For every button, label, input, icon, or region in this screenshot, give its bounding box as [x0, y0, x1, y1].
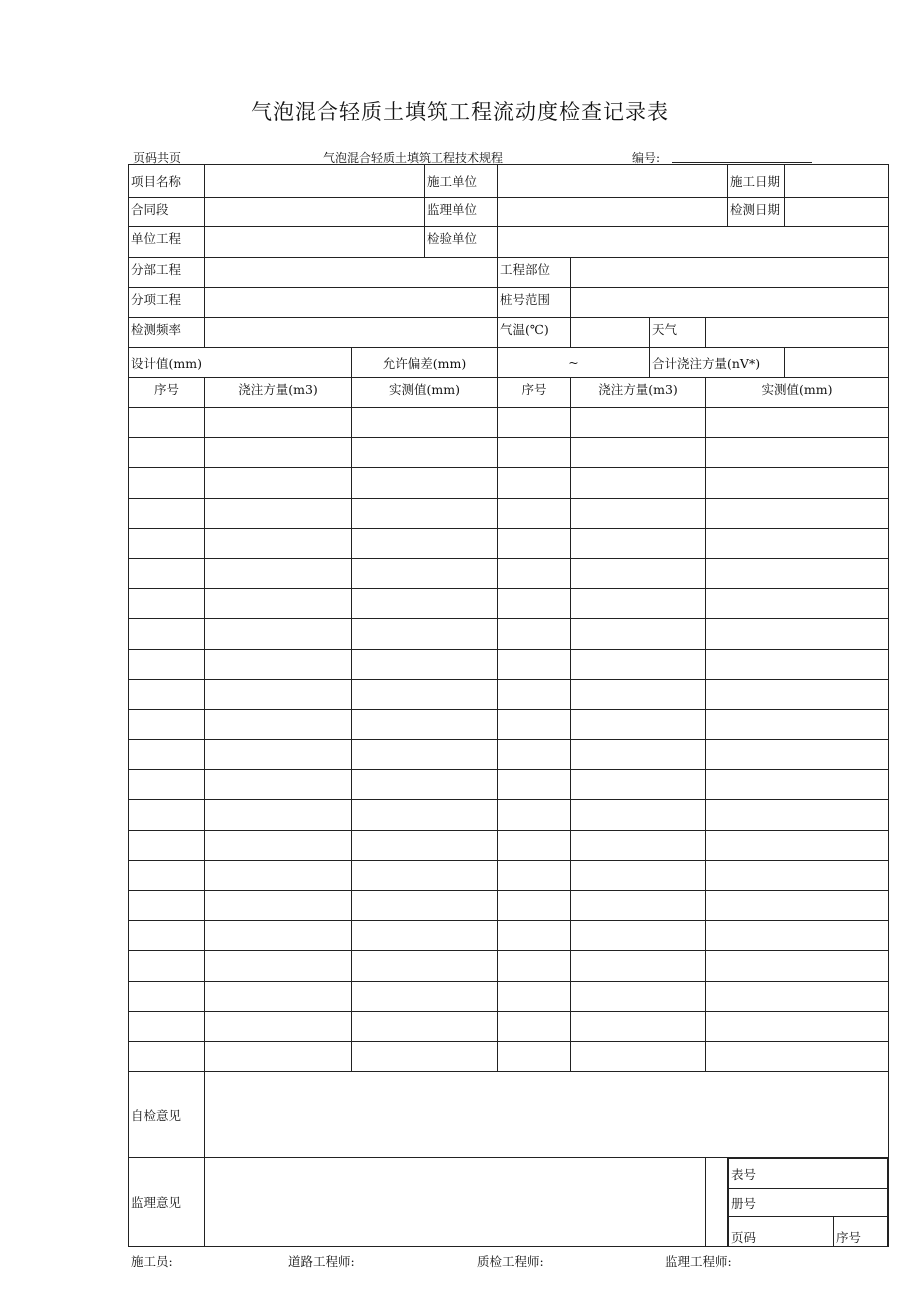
measured-cell[interactable] [352, 558, 498, 588]
measured-cell[interactable] [706, 830, 889, 860]
seq-cell[interactable] [498, 951, 571, 981]
seq-cell[interactable] [498, 558, 571, 588]
construction-date-field[interactable] [785, 165, 889, 198]
measured-cell[interactable] [706, 498, 889, 528]
seq-cell[interactable] [129, 709, 205, 739]
total-volume-label: 合计浇注方量(nV*) [650, 348, 785, 378]
volume-cell[interactable] [571, 951, 706, 981]
volume-cell[interactable] [571, 438, 706, 468]
measured-cell[interactable] [352, 860, 498, 890]
volume-cell[interactable] [205, 408, 352, 438]
unit-project-field[interactable] [205, 227, 425, 258]
volume-cell[interactable] [205, 770, 352, 800]
contract-section-field[interactable] [205, 198, 425, 227]
volume-cell[interactable] [571, 1011, 706, 1041]
volume-cell[interactable] [205, 589, 352, 619]
table-row [129, 438, 889, 468]
measured-cell[interactable] [706, 558, 889, 588]
measured-cell[interactable] [352, 770, 498, 800]
measured-cell[interactable] [352, 740, 498, 770]
weather-field[interactable] [706, 318, 889, 348]
seq-cell[interactable] [129, 770, 205, 800]
volume-cell[interactable] [571, 891, 706, 921]
measured-cell[interactable] [352, 951, 498, 981]
measured-header-right: 实测值(mm) [706, 378, 889, 408]
seq-cell[interactable] [498, 498, 571, 528]
measured-cell[interactable] [352, 1041, 498, 1071]
table-row [129, 408, 889, 438]
volume-cell[interactable] [571, 498, 706, 528]
allowed-deviation-label: 允许偏差(mm) [352, 348, 498, 378]
seq-cell[interactable] [129, 891, 205, 921]
supervision-unit-label: 监理单位 [425, 198, 498, 227]
measured-cell[interactable] [706, 619, 889, 649]
project-part-field[interactable] [571, 258, 889, 288]
seq-cell[interactable] [129, 619, 205, 649]
inspection-date-label: 检测日期 [728, 198, 785, 227]
measured-cell[interactable] [352, 800, 498, 830]
supervision-opinion-label: 监理意见 [129, 1158, 205, 1247]
seq-cell[interactable] [498, 679, 571, 709]
seq-cell[interactable] [498, 981, 571, 1011]
table-row [129, 921, 889, 951]
contract-section-label: 合同段 [129, 198, 205, 227]
measured-cell[interactable] [706, 891, 889, 921]
constructor-sign: 施工员: [131, 1254, 173, 1269]
seq-cell[interactable] [129, 649, 205, 679]
project-name-field[interactable] [205, 165, 425, 198]
volume-cell[interactable] [205, 679, 352, 709]
volume-cell[interactable] [205, 1041, 352, 1071]
supervision-unit-field[interactable] [498, 198, 728, 227]
volume-cell[interactable] [571, 468, 706, 498]
measured-cell[interactable] [352, 468, 498, 498]
seq-cell[interactable] [498, 740, 571, 770]
seq-cell[interactable] [129, 438, 205, 468]
construction-unit-field[interactable] [498, 165, 728, 198]
table-row [129, 498, 889, 528]
station-range-field[interactable] [571, 288, 889, 318]
table-row [129, 1011, 889, 1041]
self-check-field[interactable] [205, 1072, 889, 1158]
table-row [129, 951, 889, 981]
volume-cell[interactable] [205, 800, 352, 830]
volume-cell[interactable] [571, 1041, 706, 1071]
supervising-engineer-sign: 监理工程师: [665, 1254, 732, 1269]
volume-cell[interactable] [205, 860, 352, 890]
measured-header-left: 实测值(mm) [352, 378, 498, 408]
volume-cell[interactable] [571, 860, 706, 890]
volume-cell[interactable] [205, 649, 352, 679]
seq-cell[interactable] [129, 830, 205, 860]
measured-cell[interactable] [706, 408, 889, 438]
measured-cell[interactable] [706, 679, 889, 709]
table-row [129, 619, 889, 649]
inspection-form [128, 164, 889, 1247]
volume-cell[interactable] [571, 408, 706, 438]
seq-cell[interactable] [129, 468, 205, 498]
volume-cell[interactable] [205, 740, 352, 770]
code-label: 编号: [632, 151, 661, 165]
volume-cell[interactable] [205, 981, 352, 1011]
table-row [129, 740, 889, 770]
testing-unit-field[interactable] [498, 227, 889, 258]
project-part-label: 工程部位 [498, 258, 571, 288]
seq-no-label: 序号 [834, 1217, 888, 1246]
measured-cell[interactable] [706, 981, 889, 1011]
volume-cell[interactable] [571, 619, 706, 649]
measured-cell[interactable] [706, 740, 889, 770]
design-value-label: 设计值(mm) [129, 348, 352, 378]
seq-cell[interactable] [498, 921, 571, 951]
seq-cell[interactable] [498, 1041, 571, 1071]
seq-cell[interactable] [498, 1011, 571, 1041]
measured-cell[interactable] [706, 589, 889, 619]
seq-cell[interactable] [498, 709, 571, 739]
table-row [129, 860, 889, 890]
seq-cell[interactable] [129, 558, 205, 588]
seq-cell[interactable] [129, 679, 205, 709]
seq-cell[interactable] [129, 528, 205, 558]
inspection-date-field[interactable] [785, 198, 889, 227]
opinion-spacer [706, 1158, 728, 1247]
measured-cell[interactable] [352, 679, 498, 709]
seq-cell[interactable] [498, 891, 571, 921]
table-row [129, 528, 889, 558]
table-row [129, 649, 889, 679]
table-row [129, 891, 889, 921]
volume-cell[interactable] [571, 740, 706, 770]
volume-cell[interactable] [205, 468, 352, 498]
seq-cell[interactable] [129, 1011, 205, 1041]
measured-cell[interactable] [706, 1011, 889, 1041]
weather-label: 天气 [650, 318, 706, 348]
volume-cell[interactable] [205, 951, 352, 981]
range-separator: ~ [568, 355, 579, 370]
division-project-field[interactable] [205, 258, 498, 288]
measured-cell[interactable] [352, 619, 498, 649]
measured-cell[interactable] [706, 468, 889, 498]
seq-cell[interactable] [498, 619, 571, 649]
supervision-opinion-field[interactable] [205, 1158, 706, 1247]
measured-cell[interactable] [706, 528, 889, 558]
seq-cell[interactable] [129, 408, 205, 438]
measured-cell[interactable] [706, 770, 889, 800]
page-info: 页码共页 [133, 151, 182, 165]
testing-unit-label: 检验单位 [425, 227, 498, 258]
table-row [129, 770, 889, 800]
measured-cell[interactable] [352, 830, 498, 860]
seq-cell[interactable] [129, 860, 205, 890]
measured-cell[interactable] [352, 408, 498, 438]
volume-cell[interactable] [571, 830, 706, 860]
table-row [129, 1041, 889, 1071]
volume-cell[interactable] [571, 981, 706, 1011]
table-row [129, 981, 889, 1011]
page-no-label: 页码 [729, 1217, 834, 1246]
unit-project-label: 单位工程 [129, 227, 205, 258]
measured-cell[interactable] [352, 589, 498, 619]
seq-cell[interactable] [129, 951, 205, 981]
measured-cell[interactable] [352, 891, 498, 921]
self-check-label: 自检意见 [129, 1072, 205, 1158]
project-name-label: 项目名称 [129, 165, 205, 198]
volume-no-label: 册号 [729, 1189, 888, 1217]
volume-cell[interactable] [205, 709, 352, 739]
station-range-label: 桩号范围 [498, 288, 571, 318]
road-engineer-sign: 道路工程师: [288, 1254, 355, 1269]
test-frequency-label: 检测频率 [129, 318, 205, 348]
volume-cell[interactable] [205, 830, 352, 860]
measured-cell[interactable] [352, 438, 498, 468]
seq-cell[interactable] [129, 921, 205, 951]
seq-cell[interactable] [498, 408, 571, 438]
division-project-label: 分部工程 [129, 258, 205, 288]
volume-cell[interactable] [205, 1011, 352, 1041]
volume-cell[interactable] [571, 589, 706, 619]
volume-cell[interactable] [205, 619, 352, 649]
subitem-project-field[interactable] [205, 288, 498, 318]
measured-cell[interactable] [706, 649, 889, 679]
seq-cell[interactable] [498, 589, 571, 619]
seq-cell[interactable] [129, 800, 205, 830]
volume-cell[interactable] [205, 498, 352, 528]
air-temp-field[interactable] [571, 318, 650, 348]
seq-cell[interactable] [498, 649, 571, 679]
volume-cell[interactable] [205, 558, 352, 588]
table-row [129, 800, 889, 830]
measured-cell[interactable] [352, 649, 498, 679]
measured-cell[interactable] [706, 951, 889, 981]
deviation-range-field[interactable] [498, 348, 650, 378]
seq-cell[interactable] [498, 860, 571, 890]
volume-cell[interactable] [571, 800, 706, 830]
seq-cell[interactable] [498, 528, 571, 558]
table-row [129, 558, 889, 588]
code-field[interactable] [672, 162, 812, 163]
seq-cell[interactable] [498, 468, 571, 498]
measured-cell[interactable] [352, 498, 498, 528]
measured-cell[interactable] [352, 528, 498, 558]
seq-cell[interactable] [129, 498, 205, 528]
measured-cell[interactable] [352, 1011, 498, 1041]
seq-cell[interactable] [498, 438, 571, 468]
volume-cell[interactable] [205, 891, 352, 921]
volume-cell[interactable] [205, 921, 352, 951]
test-frequency-field[interactable] [205, 318, 498, 348]
measured-cell[interactable] [706, 800, 889, 830]
seq-cell[interactable] [129, 981, 205, 1011]
volume-header-left: 浇注方量(m3) [205, 378, 352, 408]
subitem-project-label: 分项工程 [129, 288, 205, 318]
measured-cell[interactable] [352, 921, 498, 951]
measured-cell[interactable] [706, 438, 889, 468]
measured-cell[interactable] [706, 709, 889, 739]
table-row [129, 709, 889, 739]
air-temp-label: 气温(℃) [498, 318, 571, 348]
measured-cell[interactable] [706, 1041, 889, 1071]
table-row [129, 679, 889, 709]
seq-header-left: 序号 [129, 378, 205, 408]
volume-cell[interactable] [205, 528, 352, 558]
measured-cell[interactable] [706, 860, 889, 890]
seq-cell[interactable] [129, 589, 205, 619]
standard-name: 气泡混合轻质土填筑工程技术规程 [323, 151, 504, 165]
volume-cell[interactable] [571, 921, 706, 951]
construction-date-label: 施工日期 [728, 165, 785, 198]
seq-cell[interactable] [129, 740, 205, 770]
volume-cell[interactable] [571, 770, 706, 800]
seq-cell[interactable] [498, 830, 571, 860]
volume-cell[interactable] [571, 679, 706, 709]
page-title: 气泡混合轻质土填筑工程流动度检查记录表 [251, 100, 669, 124]
construction-unit-label: 施工单位 [425, 165, 498, 198]
volume-cell[interactable] [571, 649, 706, 679]
seq-cell[interactable] [498, 800, 571, 830]
seq-header-right: 序号 [498, 378, 571, 408]
measured-cell[interactable] [352, 981, 498, 1011]
table-row [129, 468, 889, 498]
table-row [129, 589, 889, 619]
measured-cell[interactable] [352, 709, 498, 739]
form-no-label: 表号 [729, 1159, 888, 1189]
volume-cell[interactable] [571, 709, 706, 739]
volume-header-right: 浇注方量(m3) [571, 378, 706, 408]
volume-cell[interactable] [571, 528, 706, 558]
record-info-cell [728, 1158, 889, 1247]
total-volume-field[interactable] [785, 348, 889, 378]
volume-cell[interactable] [571, 558, 706, 588]
seq-cell[interactable] [129, 1041, 205, 1071]
measured-cell[interactable] [706, 921, 889, 951]
volume-cell[interactable] [205, 438, 352, 468]
qc-engineer-sign: 质检工程师: [477, 1254, 544, 1269]
table-row [129, 830, 889, 860]
seq-cell[interactable] [498, 770, 571, 800]
